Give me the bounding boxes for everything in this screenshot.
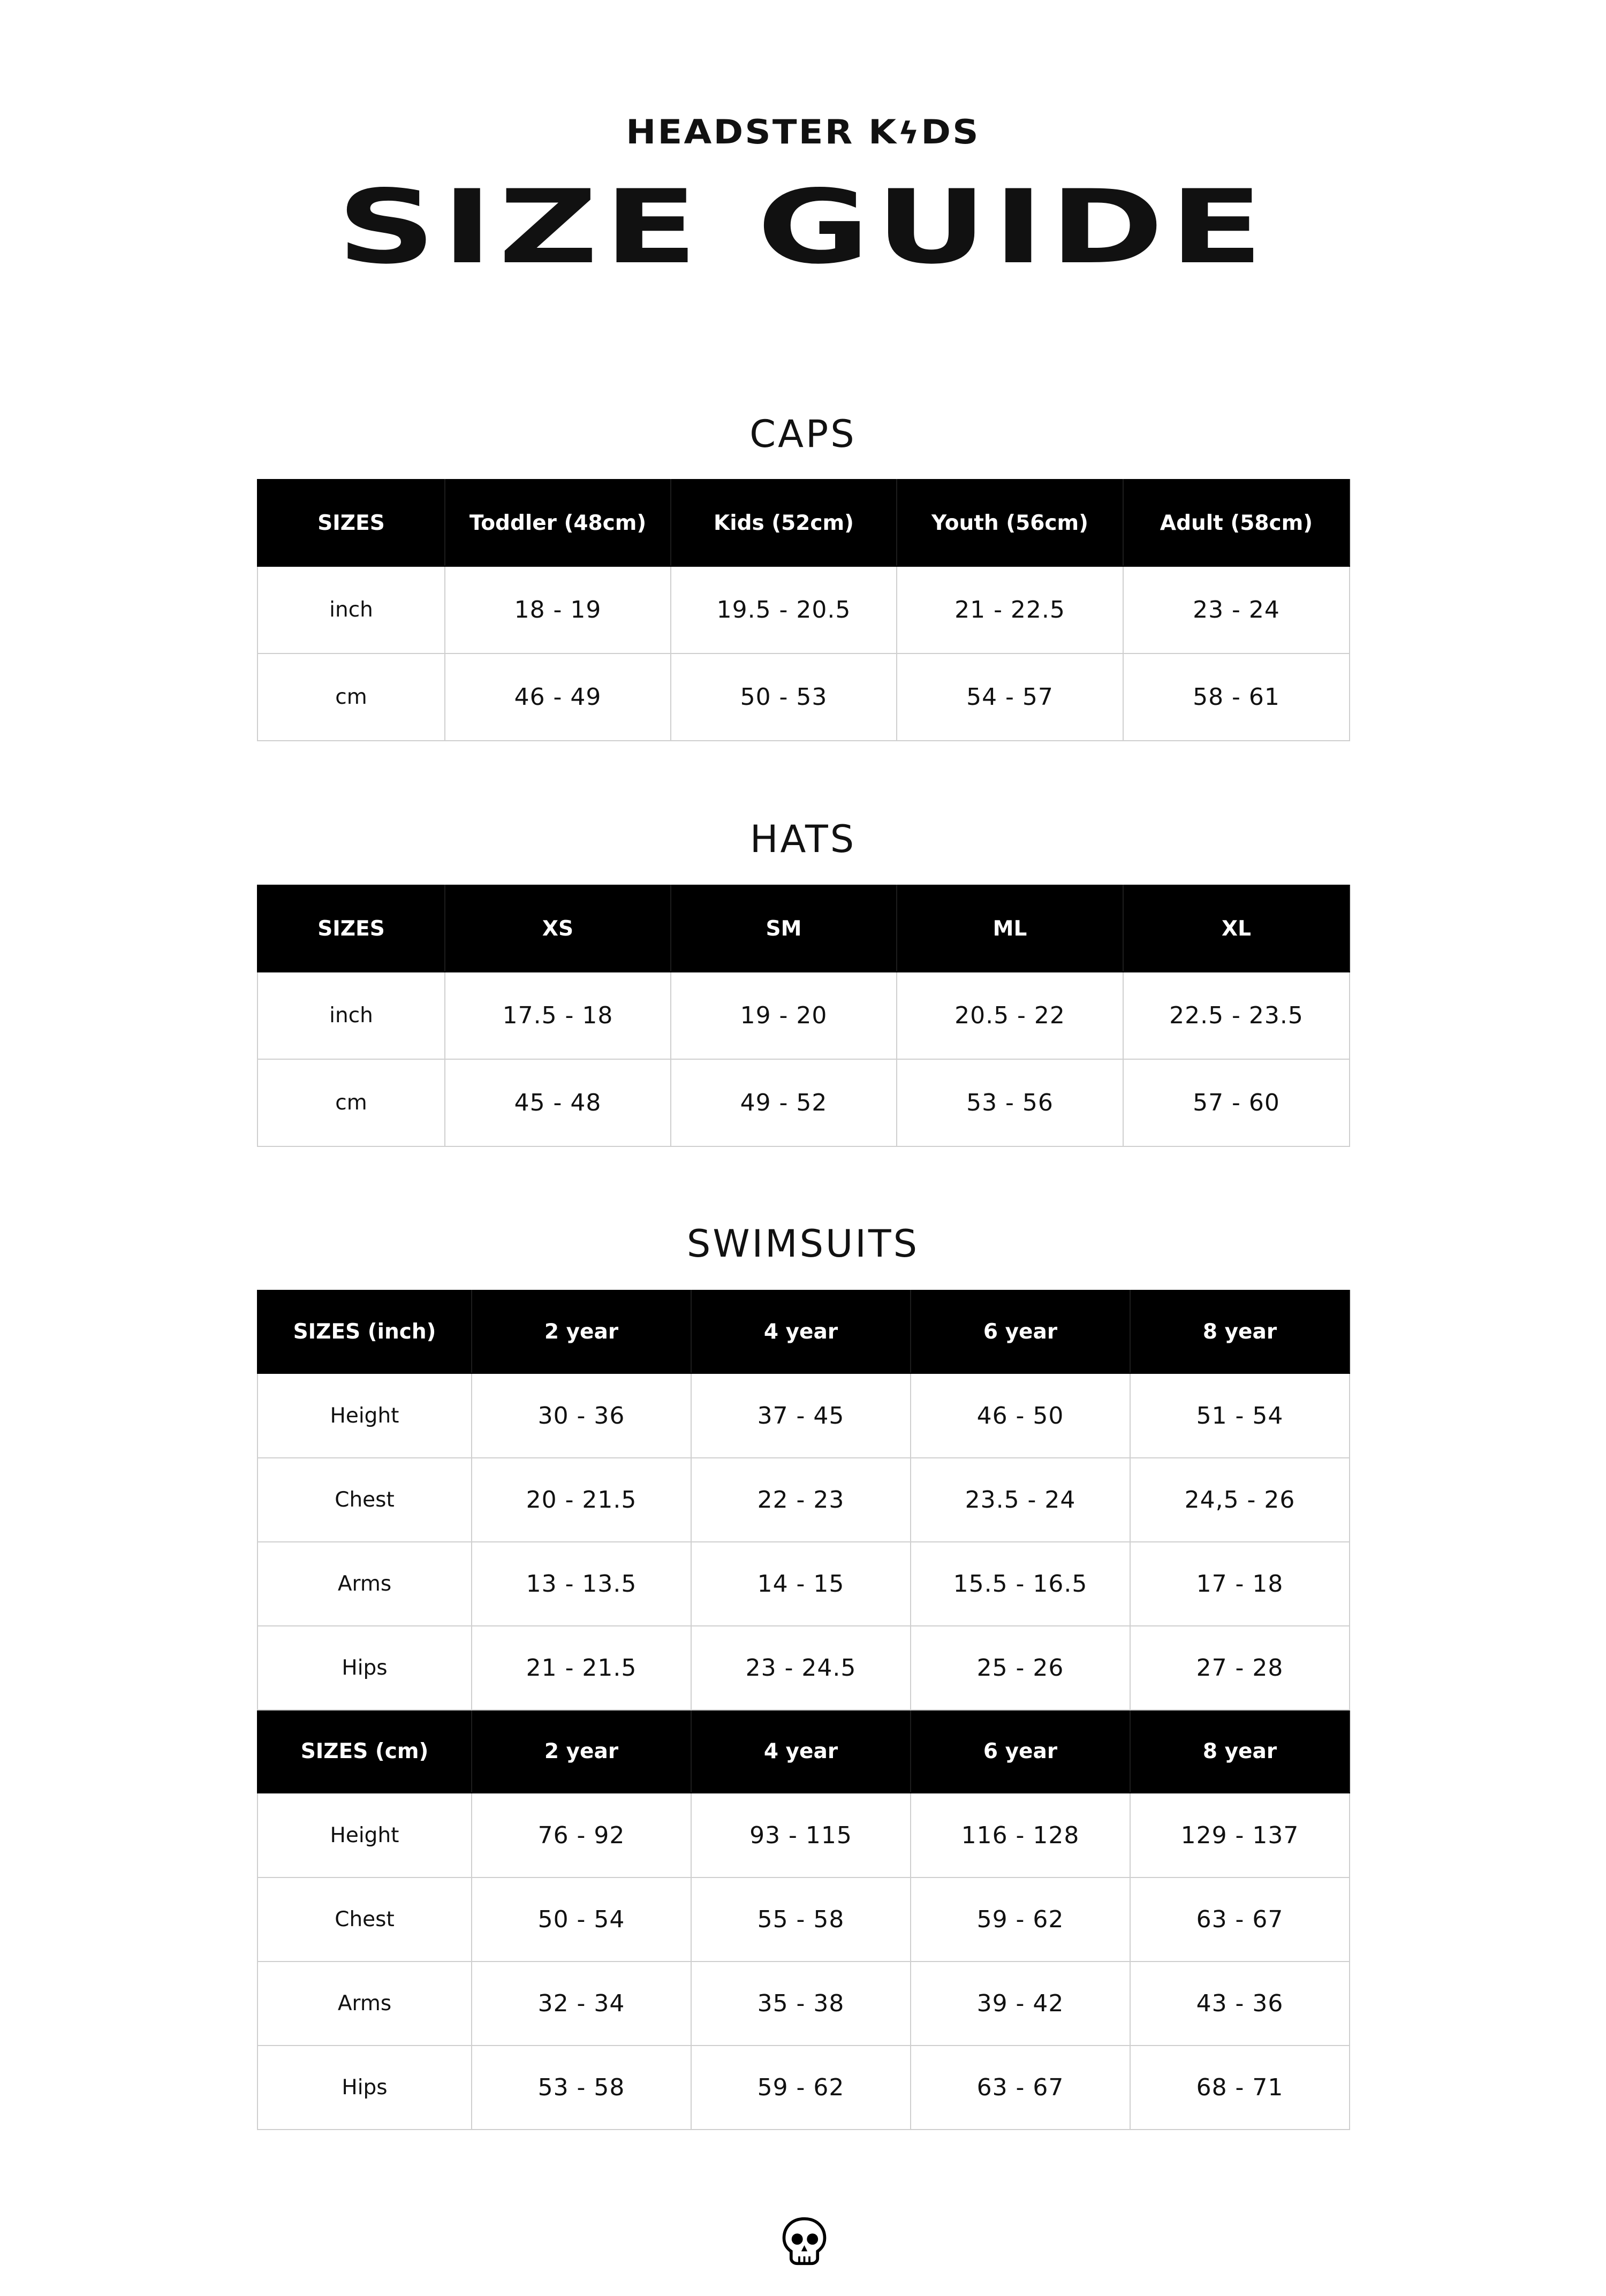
caps-header-cell: SIZES <box>257 480 445 566</box>
table-cell: 93 - 115 <box>691 1793 911 1877</box>
hats-header-cell: ML <box>897 885 1123 972</box>
table-cell: 19 - 20 <box>671 972 897 1059</box>
table-row <box>257 1626 1350 1710</box>
table-cell: 55 - 58 <box>691 1877 911 1962</box>
swimsuits-title: SWIMSUITS <box>686 1222 920 1266</box>
table-cell: 37 - 45 <box>691 1373 911 1458</box>
hats-header-cell: SM <box>671 885 897 972</box>
swimsuits-header-cell: SIZES (inch) <box>257 1290 472 1373</box>
table-row <box>257 1877 1350 1962</box>
brand-suffix-post: DS <box>921 112 980 151</box>
table-cell: 23.5 - 24 <box>911 1458 1130 1542</box>
table-cell: 19.5 - 20.5 <box>671 566 897 653</box>
brand-suffix-pre: K <box>868 112 898 151</box>
table-cell: 13 - 13.5 <box>472 1542 691 1626</box>
table-cell: 21 - 22.5 <box>897 566 1123 653</box>
table-cell: 68 - 71 <box>1130 2046 1350 2130</box>
table-cell: 63 - 67 <box>911 2046 1130 2130</box>
table-cell: 46 - 50 <box>911 1373 1130 1458</box>
table-row <box>257 1059 1350 1146</box>
table-cell: 23 - 24.5 <box>691 1626 911 1710</box>
swimsuits-header-cell: 4 year <box>691 1710 911 1793</box>
brand-name: HEADSTER <box>626 112 854 151</box>
caps-header-cell: Adult (58cm) <box>1123 480 1350 566</box>
table-row <box>257 972 1350 1059</box>
table-cell: 21 - 21.5 <box>472 1626 691 1710</box>
hats-header-cell: XL <box>1123 885 1350 972</box>
table-cell: 59 - 62 <box>691 2046 911 2130</box>
lightning-bolt-icon: ϟ <box>898 116 921 151</box>
table-row <box>257 653 1350 741</box>
table-cell: 116 - 128 <box>911 1793 1130 1877</box>
table-row <box>257 566 1350 653</box>
hats-header-cell: SIZES <box>257 885 445 972</box>
swimsuits-header-cell: 6 year <box>911 1290 1130 1373</box>
table-cell: 17.5 - 18 <box>445 972 671 1059</box>
row-label: inch <box>257 972 445 1059</box>
table-cell: 53 - 56 <box>897 1059 1123 1146</box>
table-cell: 50 - 54 <box>472 1877 691 1962</box>
row-label: Height <box>257 1793 472 1877</box>
row-label: Arms <box>257 1542 472 1626</box>
swimsuits-header-cell: 8 year <box>1130 1290 1350 1373</box>
hats-header-row <box>257 885 1350 972</box>
table-cell: 53 - 58 <box>472 2046 691 2130</box>
table-cell: 25 - 26 <box>911 1626 1130 1710</box>
table-row <box>257 1962 1350 2046</box>
swimsuits-header-cell: 6 year <box>911 1710 1130 1793</box>
table-cell: 32 - 34 <box>472 1962 691 2046</box>
swimsuits-table <box>257 1290 1350 2130</box>
table-cell: 22 - 23 <box>691 1458 911 1542</box>
table-cell: 39 - 42 <box>911 1962 1130 2046</box>
table-cell: 18 - 19 <box>445 566 671 653</box>
brand-logo <box>0 112 1606 151</box>
table-cell: 24,5 - 26 <box>1130 1458 1350 1542</box>
table-row <box>257 1542 1350 1626</box>
table-cell: 27 - 28 <box>1130 1626 1350 1710</box>
swimsuits-header-cell: SIZES (cm) <box>257 1710 472 1793</box>
hats-table <box>257 885 1350 1147</box>
caps-header-cell: Toddler (48cm) <box>445 480 671 566</box>
caps-table <box>257 479 1350 741</box>
swimsuits-header-cell: 4 year <box>691 1290 911 1373</box>
table-cell: 76 - 92 <box>472 1793 691 1877</box>
row-label: Hips <box>257 1626 472 1710</box>
table-cell: 46 - 49 <box>445 653 671 741</box>
table-cell: 50 - 53 <box>671 653 897 741</box>
table-cell: 58 - 61 <box>1123 653 1350 741</box>
table-cell: 49 - 52 <box>671 1059 897 1146</box>
table-cell: 14 - 15 <box>691 1542 911 1626</box>
row-label: Chest <box>257 1458 472 1542</box>
row-label: inch <box>257 566 445 653</box>
table-cell: 129 - 137 <box>1130 1793 1350 1877</box>
table-cell: 20.5 - 22 <box>897 972 1123 1059</box>
table-cell: 23 - 24 <box>1123 566 1350 653</box>
table-cell: 63 - 67 <box>1130 1877 1350 1962</box>
table-cell: 45 - 48 <box>445 1059 671 1146</box>
table-cell: 22.5 - 23.5 <box>1123 972 1350 1059</box>
table-cell: 57 - 60 <box>1123 1059 1350 1146</box>
swimsuits-inch-header-row <box>257 1290 1350 1373</box>
caps-title: CAPS <box>749 412 857 456</box>
table-cell: 30 - 36 <box>472 1373 691 1458</box>
skull-icon <box>779 2216 830 2267</box>
hats-title: HATS <box>749 817 857 861</box>
table-cell: 35 - 38 <box>691 1962 911 2046</box>
caps-header-cell: Youth (56cm) <box>897 480 1123 566</box>
table-cell: 59 - 62 <box>911 1877 1130 1962</box>
table-cell: 43 - 36 <box>1130 1962 1350 2046</box>
swimsuits-header-cell: 2 year <box>472 1710 691 1793</box>
row-label: Hips <box>257 2046 472 2130</box>
swimsuits-header-cell: 8 year <box>1130 1710 1350 1793</box>
hats-header-cell: XS <box>445 885 671 972</box>
table-cell: 54 - 57 <box>897 653 1123 741</box>
table-cell: 15.5 - 16.5 <box>911 1542 1130 1626</box>
row-label: Height <box>257 1373 472 1458</box>
caps-header-row <box>257 480 1350 566</box>
swimsuits-header-cell: 2 year <box>472 1290 691 1373</box>
row-label: cm <box>257 653 445 741</box>
caps-header-cell: Kids (52cm) <box>671 480 897 566</box>
row-label: Chest <box>257 1877 472 1962</box>
table-row <box>257 1793 1350 1877</box>
row-label: Arms <box>257 1962 472 2046</box>
table-cell: 17 - 18 <box>1130 1542 1350 1626</box>
table-row <box>257 1373 1350 1458</box>
table-row <box>257 1458 1350 1542</box>
table-cell: 20 - 21.5 <box>472 1458 691 1542</box>
row-label: cm <box>257 1059 445 1146</box>
table-row <box>257 2046 1350 2130</box>
page-title: SIZE GUIDE <box>337 168 1269 286</box>
swimsuits-cm-header-row <box>257 1710 1350 1793</box>
table-cell: 51 - 54 <box>1130 1373 1350 1458</box>
